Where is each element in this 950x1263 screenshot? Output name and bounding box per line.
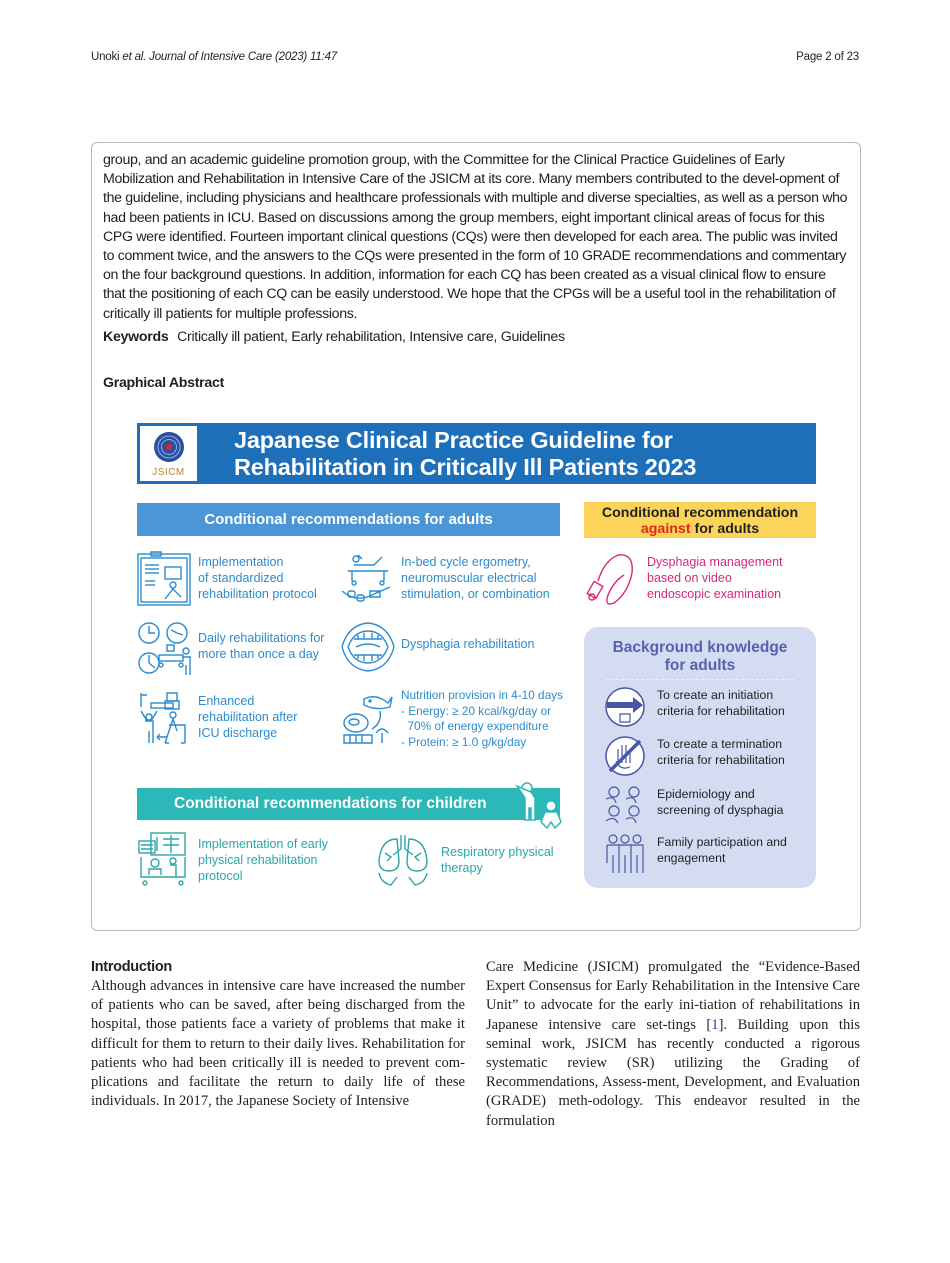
adult-item-text [198, 694, 297, 741]
text-line: Implementation of early [198, 837, 328, 851]
adult-item-text [198, 631, 324, 663]
background-item-family [604, 833, 787, 880]
abstract-text: group, and an academic guideline promotion group, with the Committee for the Clinical Practice Guidelines of Early Mobilization and Rehabilitation in Intensive Care of the JSICM at its core. Many members contributed to the devel-opment of the guideline, including physicians and healthcare professionals with multiple and diverse specialties, as well as a person who had been patients in ICU. Based on discussions among the group members, eight important clinical areas of focus for this CPG were identified. Fourteen important clinical questions (CQs) were then developed for each area. The public was invited to comment twice, and the answers to the CQs were presented in the form of 10 GRADE recommendations and commentary on the four background questions. In addition, information for each CQ has been created as a visual clinical flow to ensure that the positioning of each CQ can be easily understood. We hope that the CPGs will be a useful tool in the rehabilitation of critically ill patients for multiple professions. [103, 152, 848, 322]
paragraph-text: ]. Building upon this seminal work, JSICM has recently conducted a rigorous systematic review (SR) utilizing the Grading of Recommendations, Assess-ment, Development, and Evaluation (GRADE) meth-odology. This endeavor resulted in the formulation [486, 1016, 861, 1129]
text-line: - Energy: ≥ 20 kcal/kg/day or [401, 703, 552, 718]
author: Unoki [91, 51, 120, 63]
citation-link[interactable]: 1 [711, 1016, 719, 1033]
text-line: protocol [198, 868, 243, 883]
against-item-text [647, 555, 783, 602]
text-line: Epidemiology and [657, 787, 755, 801]
keywords-label: Keywords [103, 329, 169, 345]
endoscope-icon [584, 551, 640, 607]
text-line: To create an initiation [657, 688, 774, 702]
background-item-text [657, 737, 785, 769]
graphical-abstract-title: Graphical Abstract [103, 375, 225, 391]
initiation-arrow-icon [604, 686, 646, 728]
title-line: for adults [664, 657, 736, 674]
text-line: screening of dysphagia [657, 802, 784, 817]
text-line: Nutrition provision in 4-10 days [401, 688, 563, 702]
background-item-text [657, 835, 787, 867]
guideline-title-line-1: Japanese Clinical Practice Guideline for [234, 427, 673, 453]
text-line: physical rehabilitation [198, 852, 318, 867]
title-line: Background knowledge [612, 639, 788, 656]
introduction-heading: Introduction [91, 959, 172, 975]
guideline-title [234, 427, 696, 481]
guideline-title-line-2: Rehabilitation in Critically Ill Patients 2023 [234, 454, 697, 480]
text-line: rehabilitation protocol [198, 586, 317, 601]
cycle-ergometry-icon [340, 551, 396, 607]
text-line: rehabilitation after [198, 709, 298, 724]
text-line: Enhanced [198, 694, 255, 708]
background-item-initiation [604, 686, 785, 733]
text-line: therapy [441, 860, 483, 875]
against-word: against [640, 521, 691, 537]
protocol-clipboard-icon [137, 551, 191, 607]
text-line: neuromuscular electrical [401, 570, 537, 585]
text-line: based on video [647, 570, 732, 585]
mouth-icon [340, 619, 396, 675]
introduction-right-column [486, 958, 860, 1131]
background-item-text [657, 787, 783, 819]
icu-discharge-icon [137, 691, 193, 747]
running-head-citation [91, 51, 337, 63]
text-line: Dysphagia management [647, 555, 783, 569]
text-line: 70% of energy expenditure [401, 719, 549, 733]
text-line: stimulation, or combination [401, 586, 550, 601]
background-knowledge-box [584, 627, 816, 888]
children-section-header: Conditional recommendations for children [137, 788, 560, 820]
year-volume: (2023) 11:47 [275, 51, 337, 63]
termination-stop-icon [604, 735, 646, 777]
text-line: criteria for rehabilitation [657, 703, 785, 718]
family-icon [604, 833, 646, 875]
keywords-list: Critically ill patient, Early rehabilitation, Intensive care, Guidelines [177, 329, 565, 345]
jsicm-emblem-icon [153, 431, 185, 465]
graphical-abstract [137, 423, 816, 889]
introduction-left-column: Although advances in intensive care have increased the number of patients who can be saved, after being discharged from the hospital, those patients face a variety of problems that make it difficult for them to return to their daily lives. Rehabilitation for patients who had been critically ill is needed to prevent com-plications and facilitate the return to daily life of these individuals. In 2017, the Japanese Society of Intensive [91, 978, 465, 1110]
adult-item-text [401, 637, 534, 653]
logo-text: JSICM [152, 467, 185, 478]
text-line: criteria for rehabilitation [657, 752, 785, 767]
text-line: Implementation [198, 555, 284, 569]
text-line: In-bed cycle ergometry, [401, 555, 531, 569]
text-line: endoscopic examination [647, 586, 782, 601]
background-item-epidemiology [604, 785, 784, 830]
journal-name: Journal of Intensive Care [149, 51, 272, 63]
lungs-hands-icon [375, 831, 431, 887]
text-line: Dysphagia rehabilitation [401, 637, 535, 651]
against-header-rest: for adults [690, 521, 760, 537]
text-line: Family participation and [657, 835, 787, 849]
adult-and-baby-icon [515, 782, 565, 830]
pediatric-bed-icon [137, 831, 191, 887]
against-header-line-2 [584, 521, 816, 537]
jsicm-logo [140, 426, 197, 481]
graphical-abstract-header [137, 423, 816, 484]
background-item-text [657, 688, 785, 720]
text-line: - Protein: ≥ 1.0 g/kg/day [401, 734, 527, 749]
text-line: Daily rehabilitations for [198, 631, 325, 645]
text-line: of standardized [198, 570, 284, 585]
child-item-text [198, 837, 328, 884]
screening-people-icon [604, 785, 646, 825]
clocks-bed-icon [137, 621, 193, 677]
nutrition-food-icon [342, 689, 394, 745]
adult-item-text [198, 555, 317, 602]
et-al: et al. [122, 51, 147, 63]
keywords [103, 329, 565, 345]
background-item-termination [604, 735, 785, 782]
child-item-text [441, 845, 554, 877]
text-line: Respiratory physical [441, 845, 554, 859]
page-number: Page 2 of 23 [796, 51, 859, 63]
text-line: more than once a day [198, 646, 319, 661]
against-section-header [584, 502, 816, 538]
divider [606, 679, 794, 680]
adults-section-header: Conditional recommendations for adults [137, 503, 560, 536]
adult-item-text [401, 688, 563, 750]
against-header-line-1: Conditional recommendation [601, 505, 799, 521]
text-line: ICU discharge [198, 725, 278, 740]
background-knowledge-title [584, 639, 816, 675]
text-line: engagement [657, 850, 726, 865]
adult-item-text [401, 555, 550, 602]
paragraph-text: Care Medicine (JSICM) promulgated the “Evidence-Based Expert Consensus for Early Rehabilitation in the Intensive Care Unit” to advocate for the early ini-tiation of rehabilitations in Japanese intensive care set-tings [ [486, 959, 860, 1033]
text-line: To create a termination [657, 737, 783, 751]
